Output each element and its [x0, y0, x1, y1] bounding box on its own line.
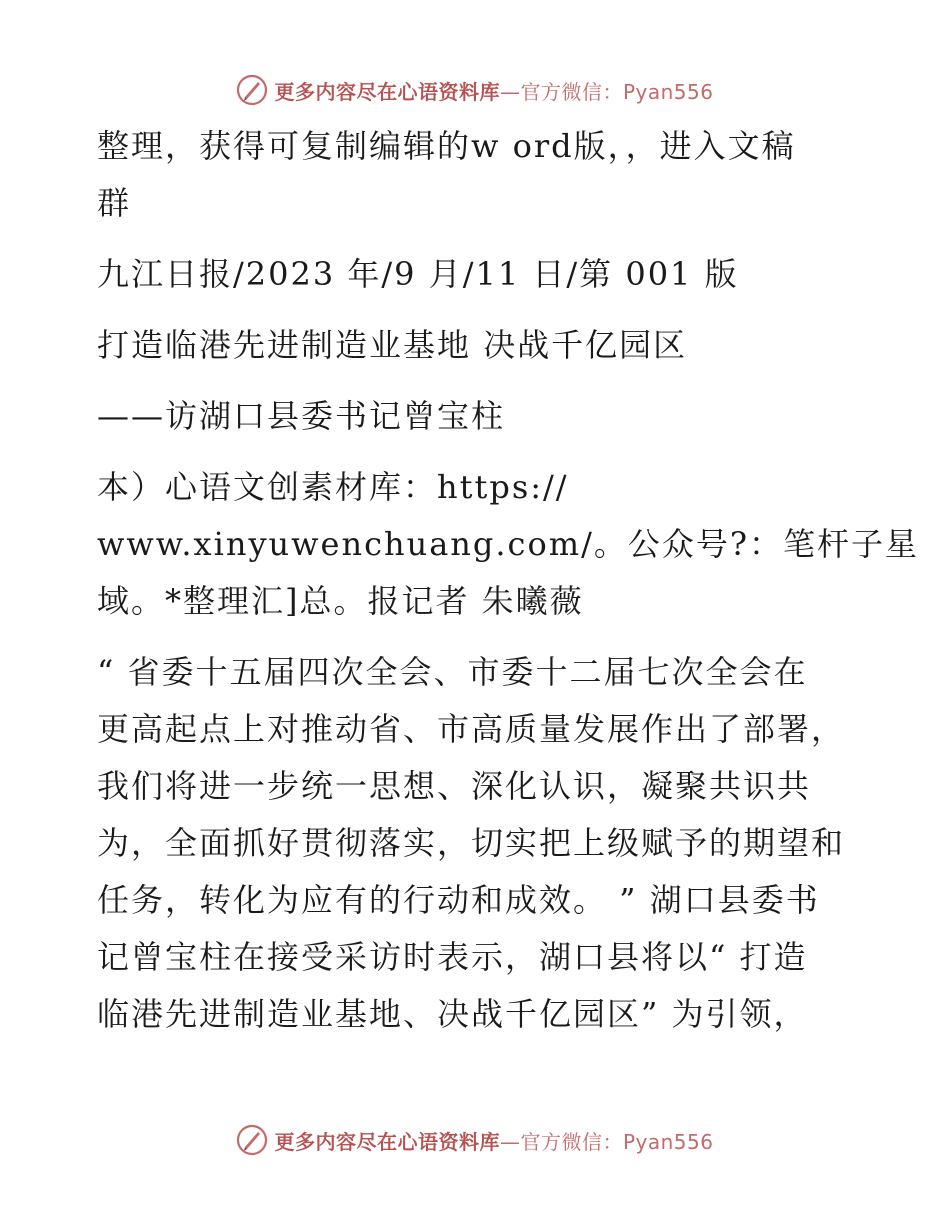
paragraph-line: 任务，转化为应有的行动和成效。 ” 湖口县委书 [97, 881, 820, 919]
paragraph-line: 为，全面抓好贯彻落实，切实把上级赋予的期望和 [97, 824, 846, 862]
article-subtitle: ——访湖口县委书记曾宝柱 [97, 397, 506, 435]
publication-info: 九江日报/2023 年/9 月/11 日/第 001 版 [97, 255, 739, 293]
document-body [97, 118, 920, 1043]
text-line: www.xinyuwenchuang.com/。公众号?：笔杆子星 [97, 525, 920, 563]
quill-logo-icon [236, 1124, 268, 1156]
quill-logo-icon [236, 74, 268, 106]
paragraph-line: “ 省委十五届四次全会、市委十二届七次全会在 [97, 653, 808, 691]
paragraph-line: 临港先进制造业基地、决战千亿园区” 为引领， [97, 995, 808, 1033]
text-line: 群 [97, 184, 132, 222]
article-title: 打造临港先进制造业基地 决战千亿园区 [97, 326, 688, 364]
text-line: 域。*整理汇]总。报记者 朱曦薇 [97, 582, 584, 620]
watermark-text: 更多内容尽在心语资料库—官方微信：Pyan556 [274, 1129, 714, 1154]
footer-watermark [0, 1120, 950, 1160]
header-watermark [0, 70, 950, 110]
paragraph-line: 更高起点上对推动省、市高质量发展作出了部署， [97, 710, 846, 748]
paragraph-line: 我们将进一步统一思想、深化认识，凝聚共识共 [97, 767, 812, 805]
text-line: 整理，获得可复制编辑的w ord版，，进入文稿 [97, 127, 796, 165]
watermark-text: 更多内容尽在心语资料库—官方微信：Pyan556 [274, 79, 714, 104]
text-line: 本）心语文创素材库：https:// [97, 468, 569, 506]
paragraph-line: 记曾宝柱在接受采访时表示，湖口县将以“ 打造 [97, 938, 808, 976]
